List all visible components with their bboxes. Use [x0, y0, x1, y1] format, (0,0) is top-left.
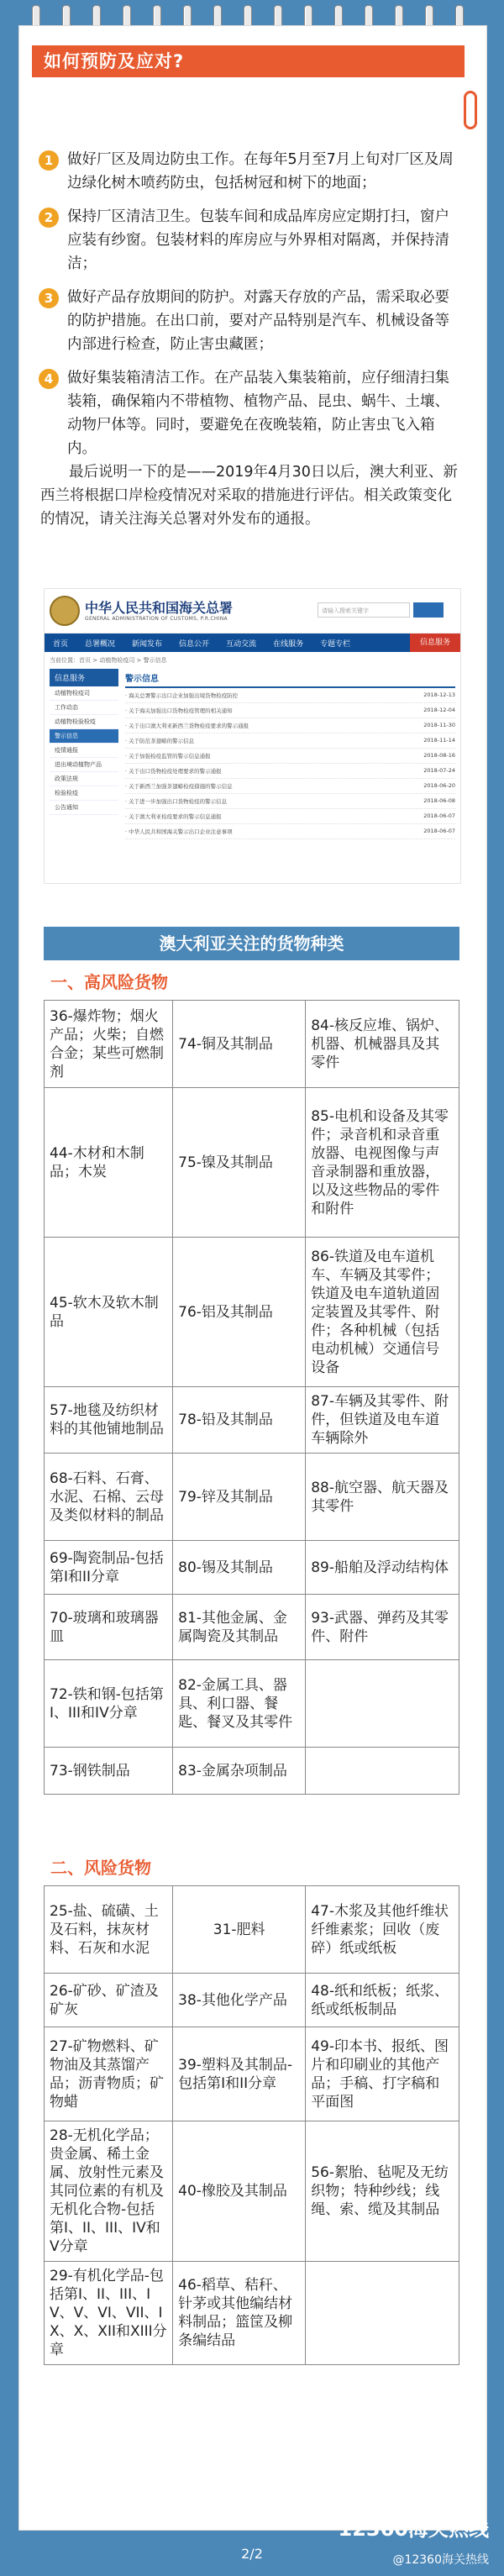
table-row: [45, 1238, 459, 1387]
list-item-title[interactable]: · 关于进一步加强出口货物检疫的警示信息: [125, 798, 228, 805]
nav-item[interactable]: 互动交流: [226, 639, 257, 649]
table-row: [45, 1454, 459, 1541]
table-cell: 76-铝及其制品: [173, 1238, 306, 1387]
list-item-title[interactable]: · 关于出口货物检疫处理要求的警示通报: [125, 768, 222, 775]
site-search-button[interactable]: [413, 602, 444, 618]
nav-item-info-service[interactable]: 信息服务: [410, 633, 460, 652]
closing-paragraph: 最后说明一下的是——2019年4月30日以后，澳大利亚、新西兰将根据口岸检疫情况对采取的措施进行评估。相关政策变化的情况，请关注海关总署对外发布的通报。: [40, 464, 458, 528]
table-cell: 49-印本书、报纸、图片和印刷业的其他产品；手稿、打字稿和平面图: [306, 2027, 459, 2121]
site-body: [45, 669, 460, 839]
table-row: [45, 1088, 459, 1238]
table-cell: 45-软木及软木制品: [45, 1238, 173, 1387]
table-cell: 78-铅及其制品: [173, 1387, 306, 1454]
step-item: [39, 286, 459, 356]
table-row: [45, 1387, 459, 1454]
list-item-title[interactable]: · 关于出口澳大利亚新西兰货物检疫要求的警示通报: [125, 723, 249, 729]
prevention-steps: [39, 148, 459, 471]
nav-item[interactable]: 首页: [53, 639, 69, 649]
list-item-title[interactable]: · 关于防范茶翅蝽的警示信息: [125, 738, 195, 744]
table-row: [45, 1660, 459, 1748]
table-cell: 83-金属杂项制品: [173, 1748, 306, 1795]
table-cell: 81-其他金属、金属陶瓷及其制品: [173, 1595, 306, 1660]
site-nav: [45, 633, 460, 652]
step-item: [39, 148, 459, 195]
step-number-badge: 4: [39, 369, 59, 389]
table-cell: 38-其他化学产品: [173, 1974, 306, 2027]
high-risk-heading: 一、高风险货物: [50, 972, 168, 992]
nav-item[interactable]: 总署概况: [85, 639, 116, 649]
table-cell: 29-有机化学品-包括第I、II、III、IV、V、VI、VII、IX、X、XII和XIII分章: [45, 2262, 173, 2365]
nav-item[interactable]: 专题专栏: [320, 639, 351, 649]
list-item[interactable]: [125, 794, 455, 809]
list-item-date: 2018-08-16: [423, 752, 455, 759]
list-item[interactable]: [125, 688, 455, 703]
site-header: [45, 589, 460, 633]
table-row: [45, 2121, 459, 2262]
brand-logo: [339, 2512, 490, 2542]
table-cell: 46-稻草、秸秆、针茅或其他编结材料制品；篮筐及柳条编结品: [173, 2262, 306, 2365]
sidebar-item[interactable]: 政策法规: [50, 772, 118, 786]
list-item[interactable]: [125, 733, 455, 749]
table-cell: 36-爆炸物；烟火产品；火柴；自燃合金；某些可燃制剂: [45, 1001, 173, 1088]
site-title: 中华人民共和国海关总署: [85, 600, 234, 616]
site-search-input[interactable]: 请输入搜索关键字: [318, 602, 410, 618]
sidebar-item-active[interactable]: 警示信息: [50, 729, 118, 744]
table-cell: 69-陶瓷制品-包括第I和II分章: [45, 1541, 173, 1595]
risk-goods-table: [44, 1885, 459, 2365]
table-cell: 28-无机化学品；贵金属、稀土金属、放射性元素及其同位素的有机及无机化合物-包括第I、II、III、IV和V分章: [45, 2121, 173, 2262]
step-text: 保持厂区清洁卫生。包装车间和成品库房应定期打扫，窗户应装有纱窗。包装材料的库房应与外界相对隔离，并保持清洁；: [67, 208, 449, 272]
list-item-date: 2018-12-13: [423, 691, 455, 698]
list-item[interactable]: [125, 779, 455, 794]
table-row: [45, 1595, 459, 1660]
high-risk-goods-table: [44, 1000, 459, 1795]
table-cell: [306, 1748, 459, 1795]
customs-website-screenshot: [44, 588, 461, 884]
table-cell: 84-核反应堆、锅炉、机器、机械器具及其零件: [306, 1001, 459, 1088]
table-cell: 75-镍及其制品: [173, 1088, 306, 1238]
table-cell: 26-矿砂、矿渣及矿灰: [45, 1974, 173, 2027]
table-cell: [306, 2262, 459, 2365]
list-item-date: 2018-06-07: [423, 828, 455, 834]
table-row: [45, 1001, 459, 1088]
table-cell: 86-铁道及电车道机车、车辆及其零件；铁道及电车道轨道固定装置及其零件、附件；各种机械（包括电动机械）交通信号设备: [306, 1238, 459, 1387]
table-cell: 27-矿物燃料、矿物油及其蒸馏产品；沥青物质；矿物蜡: [45, 2027, 173, 2121]
list-item-date: 2018-12-04: [423, 707, 455, 713]
list-item-date: 2018-06-07: [423, 812, 455, 819]
page-number: 2/2: [241, 2546, 263, 2562]
nav-item[interactable]: 新闻发布: [132, 639, 163, 649]
step-text: 做好产品存放期间的防护。对露天存放的产品，需采取必要的防护措施。在出口前，要对产品特别是汽车、机械设备等内部进行检查，防止害虫藏匿；: [67, 289, 449, 353]
site-subtitle: GENERAL ADMINISTRATION OF CUSTOMS, P.R.CHINA: [85, 616, 228, 622]
list-item[interactable]: [125, 703, 455, 718]
nav-item[interactable]: 在线服务: [273, 639, 304, 649]
sidebar-item[interactable]: 动植物检疫司: [50, 686, 118, 701]
sidebar-item[interactable]: 动植物检验检疫: [50, 715, 118, 729]
list-item-title[interactable]: · 关于加强检疫监管的警示信息通报: [125, 753, 211, 760]
table-cell: 82-金属工具、器具、利口器、餐匙、餐叉及其零件: [173, 1660, 306, 1748]
table-row: [45, 1974, 459, 2027]
table-cell: 44-木材和木制品；木炭: [45, 1088, 173, 1238]
table-row: [45, 1886, 459, 1974]
site-main: [125, 669, 455, 839]
list-item-date: 2018-07-24: [423, 767, 455, 774]
site-sidebar: [50, 669, 118, 839]
table-cell: 70-玻璃和玻璃器皿: [45, 1595, 173, 1660]
table-cell: 57-地毯及纺织材料的其他铺地制品: [45, 1387, 173, 1454]
sidebar-item[interactable]: 进出境动植物产品: [50, 758, 118, 772]
table-cell: 89-船舶及浮动结构体: [306, 1541, 459, 1595]
section-heading: 如何预防及应对?: [32, 45, 465, 77]
table-cell: 73-钢铁制品: [45, 1748, 173, 1795]
table-cell: 88-航空器、航天器及其零件: [306, 1454, 459, 1541]
brand-text: 12360海关热线: [338, 2517, 489, 2541]
step-item: [39, 205, 459, 276]
table-row: [45, 2027, 459, 2121]
step-text: 做好集装箱清洁工作。在产品装入集装箱前，应仔细清扫集装箱，确保箱内不带植物、植物产品、昆虫、蜗牛、土壤、动物尸体等。同时，要避免在夜晚装箱，防止害虫飞入箱内。: [67, 370, 449, 457]
risk-heading: 二、风险货物: [50, 1858, 151, 1878]
table-cell: 31-肥料: [173, 1886, 306, 1974]
list-item-title[interactable]: · 中华人民共和国海关警示出口企业注意事项: [125, 828, 233, 835]
sidebar-item[interactable]: 公告通知: [50, 801, 118, 815]
list-item-date: 2018-11-14: [423, 737, 455, 744]
sidebar-item[interactable]: 疫情通报: [50, 744, 118, 758]
list-item-title[interactable]: · 海关总署警示出口企业加强出境货物检疫防控: [125, 692, 239, 699]
table-row: [45, 1748, 459, 1795]
list-item-date: 2018-06-20: [423, 782, 455, 789]
table-row: [45, 1541, 459, 1595]
nav-item[interactable]: 信息公开: [179, 639, 210, 649]
list-item[interactable]: [125, 718, 455, 733]
table-cell: 56-絮胎、毡呢及无纺织物；特种纱线；线绳、索、缆及其制品: [306, 2121, 459, 2262]
table-cell: 48-纸和纸板；纸浆、纸或纸板制品: [306, 1974, 459, 2027]
table-cell: 93-武器、弹药及其零件、附件: [306, 1595, 459, 1660]
list-item[interactable]: [125, 749, 455, 764]
table-cell: 85-电机和设备及其零件；录音机和录音重放器、电视图像与声音录制器和重放器，以及这些物品的零件和附件: [306, 1088, 459, 1238]
sidebar-item[interactable]: 检验检疫: [50, 786, 118, 801]
step-number-badge: 2: [39, 208, 59, 228]
table-cell: 47-木浆及其他纤维状纤维素浆；回收（废碎）纸或纸板: [306, 1886, 459, 1974]
weibo-handle: @12360海关热线: [392, 2553, 489, 2567]
paperclip-icon: [464, 91, 477, 129]
list-item-date: 2018-11-30: [423, 722, 455, 728]
list-item-date: 2018-06-08: [423, 797, 455, 804]
table-cell: 25-盐、硫磺、土及石料，抹灰材料、石灰和水泥: [45, 1886, 173, 1974]
sidebar-header: 信息服务: [50, 669, 118, 686]
step-number-badge: 1: [39, 150, 59, 171]
list-item[interactable]: [125, 824, 455, 839]
table-cell: 80-锡及其制品: [173, 1541, 306, 1595]
table-title-banner: 澳大利亚关注的货物种类: [44, 927, 459, 960]
list-item-title[interactable]: · 关于海关加强出口货物检疫管理的相关通知: [125, 707, 233, 714]
table-cell: 39-塑料及其制品-包括第I和II分章: [173, 2027, 306, 2121]
table-cell: 72-铁和钢-包括第I、III和IV分章: [45, 1660, 173, 1748]
sidebar-item[interactable]: 工作动态: [50, 701, 118, 715]
table-cell: 87-车辆及其零件、附件，但铁道及电车道车辆除外: [306, 1387, 459, 1454]
customs-emblem-icon: [50, 596, 80, 626]
table-row: [45, 2262, 459, 2365]
table-cell: [306, 1660, 459, 1748]
breadcrumb: 当前位置：首页 > 动植物检疫司 > 警示信息: [50, 657, 167, 664]
list-item-title[interactable]: · 关于新西兰加强茶翅蝽检疫措施的警示信息: [125, 783, 233, 790]
list-item[interactable]: [125, 764, 455, 779]
table-cell: 79-锌及其制品: [173, 1454, 306, 1541]
step-number-badge: 3: [39, 288, 59, 308]
table-cell: 74-铜及其制品: [173, 1001, 306, 1088]
step-text: 做好厂区及周边防虫工作。在每年5月至7月上旬对厂区及周边绿化树木喷药防虫，包括树冠和树下的地面；: [67, 151, 454, 192]
list-item[interactable]: [125, 809, 455, 824]
step-item: [39, 366, 459, 460]
table-cell: 40-橡胶及其制品: [173, 2121, 306, 2262]
list-item-title[interactable]: · 关于澳大利亚检疫要求的警示信息通报: [125, 813, 222, 820]
table-cell: 68-石料、石膏、水泥、石棉、云母及类似材料的制品: [45, 1454, 173, 1541]
main-header: 警示信息: [125, 669, 455, 688]
